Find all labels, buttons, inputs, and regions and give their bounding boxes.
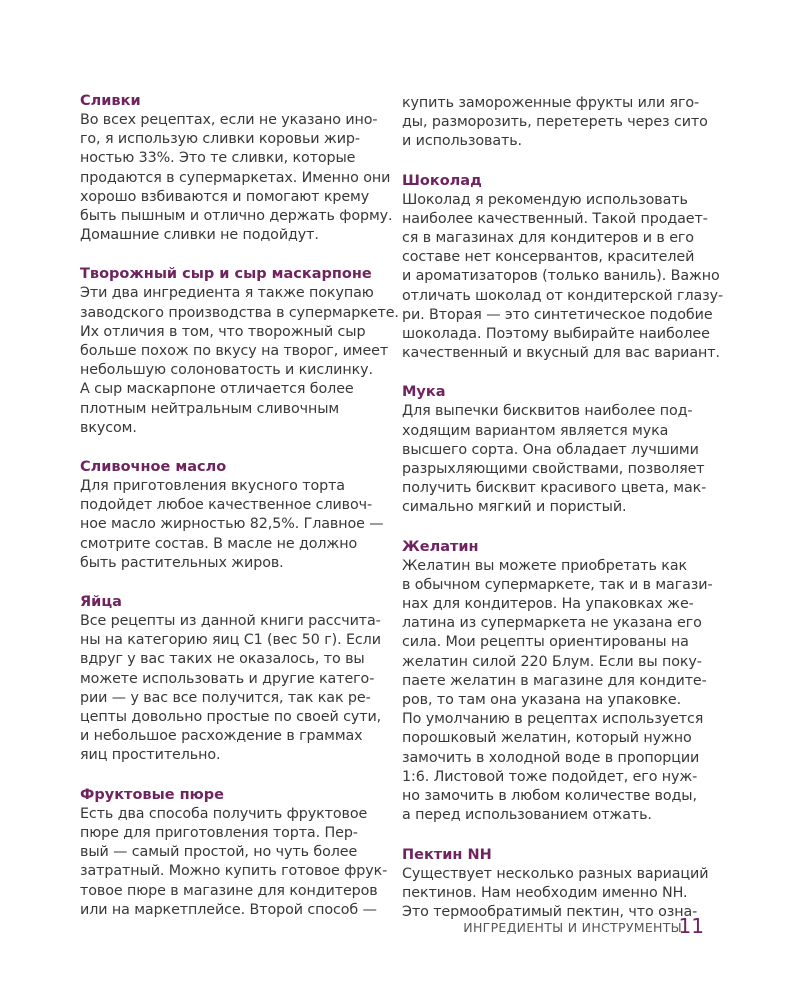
recipe-note-section: [80, 92, 393, 245]
body-text-line: вдруг у вас таких не оказалось, то вы: [80, 651, 365, 668]
body-text-line: Шоколад я рекомендую использовать: [402, 191, 688, 208]
recipe-note-section: [80, 265, 399, 438]
recipe-note-section: [402, 94, 712, 152]
body-text-line: ся в магазинах для кондитеров и в его: [402, 230, 694, 247]
page-footer: [463, 914, 730, 938]
section-heading: Шоколад: [402, 172, 482, 189]
recipe-note-section: [402, 538, 712, 826]
body-text-line: Их отличия в том, что творожный сыр: [80, 323, 366, 340]
body-text-line: симально мягкий и пористый.: [402, 499, 627, 516]
body-text-line: пюре для приготовления торта. Пер-: [80, 824, 358, 841]
body-text-line: отличать шоколад от кондитерской глазу-: [402, 287, 724, 304]
body-text-line: в обычном супермаркете, так и в магази-: [402, 576, 713, 593]
body-text-line: качественный и вкусный для вас вариант.: [402, 345, 720, 362]
body-text-line: А сыр маскарпоне отличается более: [80, 381, 354, 398]
body-text-line: ри. Вторая — это синтетическое подобие: [402, 306, 713, 323]
body-text-line: латина из супермаркета не указана его: [402, 615, 702, 632]
body-text-line: вый — самый простой, но чуть более: [80, 844, 358, 861]
body-text-line: ров, то там она указана на упаковке.: [402, 692, 682, 709]
section-heading: Мука: [402, 384, 446, 401]
section-heading: Желатин: [402, 538, 479, 555]
body-text-line: замочить в холодной воде в пропорции: [402, 749, 700, 766]
body-text-line: яиц простительно.: [80, 747, 221, 764]
body-text-line: Желатин вы можете приобретать как: [402, 557, 688, 574]
body-text-line: желатин силой 220 Блум. Если вы поку-: [402, 653, 702, 670]
section-heading: Сливочное масло: [80, 459, 227, 476]
body-text-line: Во всех рецептах, если не указано ино-: [80, 112, 378, 128]
body-text-line: затратный. Можно купить готовое фрук-: [80, 863, 388, 880]
body-text-line: купить замороженные фрукты или яго-: [402, 95, 700, 111]
section-heading: Творожный сыр и сыр маскарпоне: [80, 266, 372, 283]
body-text-line: и ароматизаторов (только ваниль). Важно: [402, 268, 720, 285]
body-text-line: и небольшое расхождение в граммах: [80, 728, 363, 745]
body-text-line: составе нет консервантов, красителей: [402, 249, 695, 266]
body-text-line: или на маркетплейсе. Второй способ —: [80, 901, 377, 918]
body-text-line: По умолчанию в рецептах используется: [402, 711, 704, 728]
body-text-line: цепты довольно простые по своей сути,: [80, 709, 382, 726]
recipe-note-section: [402, 383, 712, 517]
body-text-line: сила. Мои рецепты ориентированы на: [402, 634, 689, 651]
page-number: 11: [678, 914, 704, 938]
recipe-note-section: [80, 458, 384, 573]
body-text-line: Для приготовления вкусного торта: [80, 478, 345, 495]
body-text-line: продаются в супермаркетах. Именно они: [80, 169, 391, 186]
body-text-line: ды, разморозить, перетереть через сито: [402, 114, 708, 131]
body-text-line: нах для кондитеров. На упаковках же-: [402, 596, 694, 613]
body-text-line: разрыхляющими свойствами, позволяет: [402, 461, 705, 478]
body-text-line: порошковый желатин, который нужно: [402, 730, 692, 747]
body-text-line: пектинов. Нам необходим именно NH.: [402, 884, 688, 901]
section-heading: Фруктовые пюре: [80, 786, 224, 803]
body-text-line: Для выпечки бисквитов наиболее под-: [402, 403, 693, 420]
section-heading: Сливки: [80, 93, 141, 109]
body-text-line: можете использовать и другие катего-: [80, 670, 375, 687]
body-text-line: смотрите состав. В масле не должно: [80, 535, 358, 552]
body-text-line: небольшую солоноватость и кислинку.: [80, 362, 373, 379]
body-text-line: ходящим вариантом является мука: [402, 422, 669, 439]
body-text-line: го, я использую сливки коровьи жир-: [80, 131, 360, 148]
body-text-line: подойдет любое качественное сливоч-: [80, 497, 373, 514]
body-text-line: быть пышным и отлично держать форму.: [80, 208, 393, 225]
body-text-line: больше похож по вкусу на творог, имеет: [80, 343, 389, 360]
recipe-note-section: [402, 846, 712, 923]
body-text-line: Это термообратимый пектин, что озна-: [402, 903, 698, 920]
body-text-line: шоколада. Поэтому выбирайте наиболее: [402, 326, 710, 343]
body-text-line: а перед использованием отжать.: [402, 807, 652, 824]
running-header: ИНГРЕДИЕНТЫ И ИНСТРУМЕНТЫ: [463, 920, 682, 935]
body-text-line: 1:6. Листовой тоже подойдет, его нуж-: [402, 768, 698, 785]
body-text-line: Все рецепты из данной книги рассчита-: [80, 613, 381, 630]
body-text-line: Домашние сливки не подойдут.: [80, 227, 319, 244]
body-text-line: наиболее качественный. Такой продает-: [402, 210, 708, 227]
body-text-line: получить бисквит красивого цвета, мак-: [402, 480, 707, 497]
body-text-line: хорошо взбиваются и помогают крему: [80, 188, 370, 205]
body-text-line: но замочить в любом количестве воды,: [402, 788, 697, 805]
body-text-line: вкусом.: [80, 419, 137, 436]
body-text-line: и использовать.: [402, 133, 522, 150]
left-column: [80, 92, 399, 940]
section-heading: Яйца: [80, 594, 122, 611]
section-heading: Пектин NH: [402, 846, 492, 863]
recipe-note-section: [80, 593, 380, 766]
body-text-line: плотным нейтральным сливочным: [80, 400, 340, 417]
body-text-line: быть растительных жиров.: [80, 554, 284, 571]
body-text-line: заводского производства в супермаркете.: [80, 304, 399, 321]
body-text-line: ны на категорию яиц С1 (вес 50 г). Если: [80, 632, 381, 649]
recipe-note-section: [402, 172, 724, 364]
body-text-line: высшего сорта. Она обладает лучшими: [402, 441, 699, 458]
body-text-line: ностью 33%. Это те сливки, которые: [80, 150, 356, 167]
body-text-line: ное масло жирностью 82,5%. Главное —: [80, 516, 384, 533]
body-text-line: Существует несколько разных вариаций: [402, 865, 709, 882]
body-text-line: товое пюре в магазине для кондитеров: [80, 882, 378, 899]
right-column: [402, 94, 724, 942]
body-text-line: паете желатин в магазине для кондите-: [402, 672, 707, 689]
recipe-note-section: [80, 786, 388, 920]
body-text-line: Есть два способа получить фруктовое: [80, 805, 368, 822]
body-text-line: рии — у вас все получится, так как ре-: [80, 689, 371, 706]
body-text-line: Эти два ингредиента я также покупаю: [80, 285, 374, 302]
